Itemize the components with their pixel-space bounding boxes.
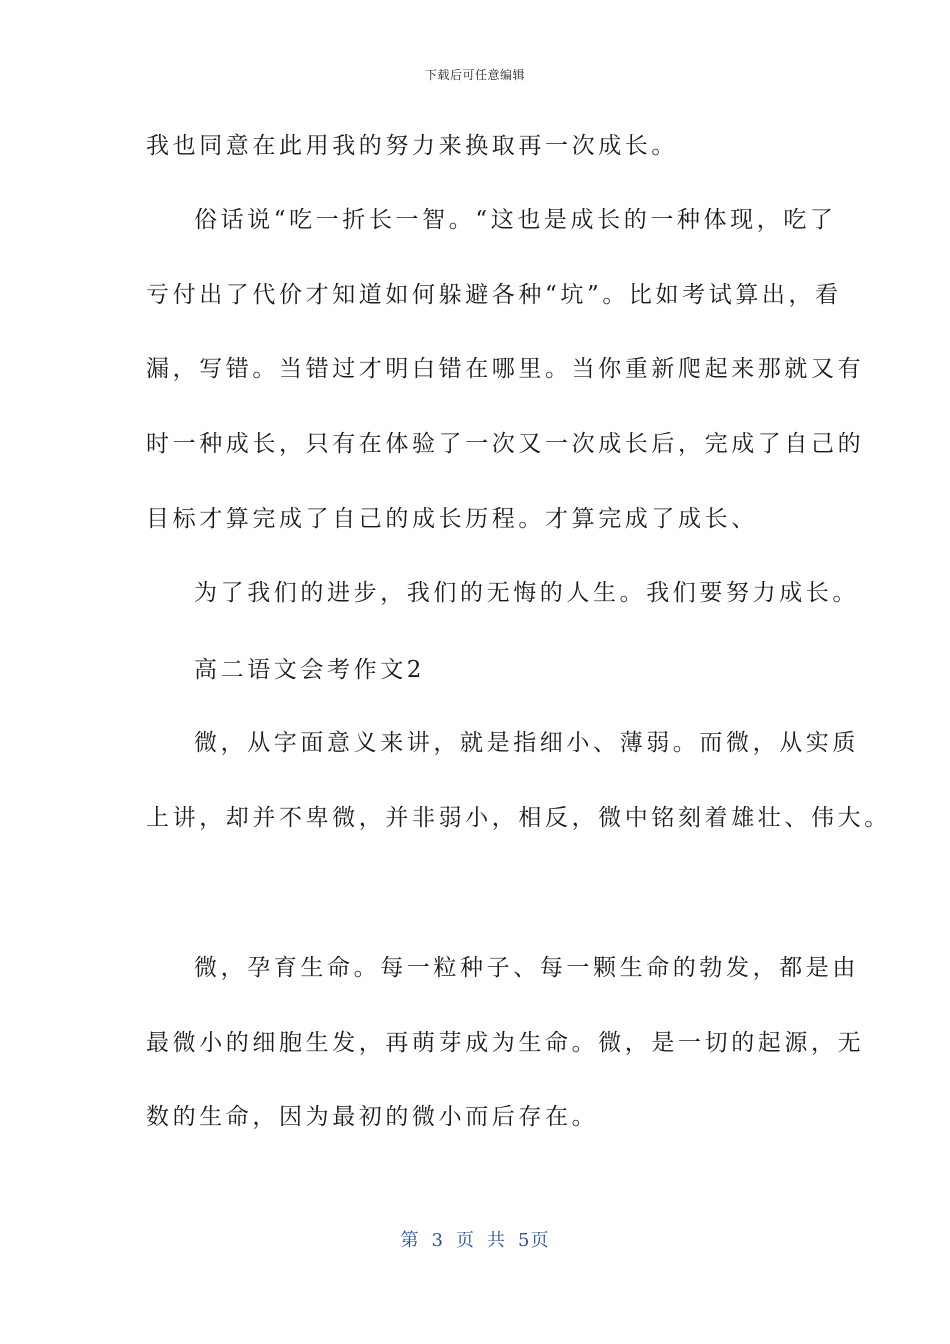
body-line-9: 微，从字面意义来讲，就是指细小、薄弱。而微，从实质 <box>194 730 859 756</box>
body-line-5: 时一种成长，只有在体验了一次又一次成长后，完成了自己的 <box>146 431 865 457</box>
footer-label-ye: 页 <box>456 1230 475 1251</box>
footer-total-pages: 5页 <box>518 1230 550 1251</box>
body-line-7: 为了我们的进步，我们的无悔的人生。我们要努力成长。 <box>194 580 859 606</box>
body-line-11: 微，孕育生命。每一粒种子、每一颗生命的勃发，都是由 <box>194 955 859 981</box>
footer-label-gong: 共 <box>487 1230 506 1251</box>
body-line-6: 目标才算完成了自己的成长历程。才算完成了成长、 <box>146 506 758 532</box>
footer-current-page: 3 <box>431 1230 444 1251</box>
body-line-13: 数的生命，因为最初的微小而后存在。 <box>146 1104 599 1130</box>
body-line-3: 亏付出了代价才知道如何躲避各种“坑”。比如考试算出，看 <box>146 282 842 308</box>
body-line-10: 上讲，却并不卑微，并非弱小，相反，微中铭刻着雄壮、伟大。 <box>146 805 891 831</box>
body-line-1: 我也同意在此用我的努力来换取再一次成长。 <box>146 133 678 159</box>
body-line-2: 俗话说“吃一折长一智。“这也是成长的一种体现，吃了 <box>194 207 837 233</box>
section-heading: 高二语文会考作文2 <box>194 657 426 683</box>
footer-label-di: 第 <box>400 1230 420 1251</box>
page-header: 下载后可任意编辑 <box>424 68 525 82</box>
body-line-4: 漏，写错。当错过才明白错在哪里。当你重新爬起来那就又有 <box>146 356 865 382</box>
body-line-12: 最微小的细胞生发，再萌芽成为生命。微，是一切的起源，无 <box>146 1030 865 1056</box>
page-footer <box>0 1226 950 1252</box>
